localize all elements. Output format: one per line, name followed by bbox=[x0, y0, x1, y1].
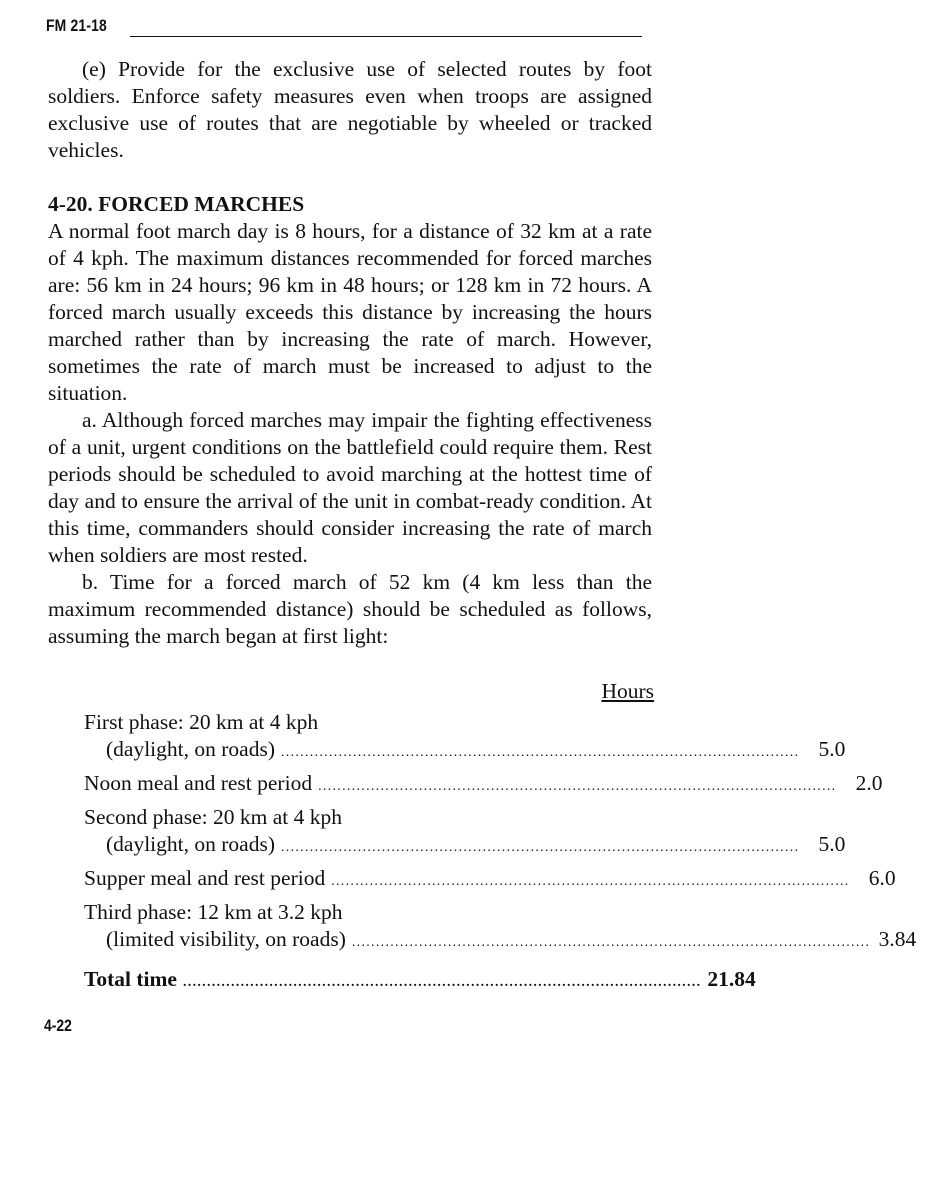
schedule-row bbox=[84, 709, 846, 766]
row-hours: 3.84 bbox=[878, 927, 917, 951]
row-hours: 2.0 bbox=[855, 771, 883, 795]
paragraph-intro: A normal foot march day is 8 hours, for a distance of 32 km at a rate of 4 kph. The maximum distances recommended for forced marches are: 56 km in 24 hours; 96 km in 48 hours; or 128 km in 72 hours. A forced march usually exceeds this distance by increasing the hours marched rather than by increasing the rate of march. However, sometimes the rate of march must be increased to adjust to the situation. bbox=[48, 219, 652, 405]
row-hours: 5.0 bbox=[818, 737, 846, 761]
schedule-row bbox=[84, 804, 846, 861]
paragraph-a: a. Although forced marches may impair the fighting effectiveness of a unit, urgent conditions on the battlefield could require them. Rest periods should be scheduled to avoid marching at the hottest time of day and to ensure the arrival of the unit in combat-ready condition. At this time, commanders should consider increasing the rate of march when soldiers are most rested. bbox=[48, 408, 652, 567]
dot-leader: ............................................................................................................ bbox=[351, 935, 871, 950]
manual-number: FM 21-18 bbox=[46, 16, 107, 35]
row-label: Supper meal and rest period bbox=[84, 866, 326, 890]
row-sublabel: (daylight, on roads) bbox=[106, 737, 275, 761]
header-rule bbox=[130, 36, 642, 37]
page-header bbox=[46, 14, 642, 40]
row-sublabel: (limited visibility, on roads) bbox=[106, 927, 346, 951]
row-sublabel: (daylight, on roads) bbox=[106, 832, 275, 856]
row-hours: 6.0 bbox=[868, 866, 896, 890]
page-body bbox=[48, 56, 652, 650]
dot-leader: ............................................................................................................ bbox=[331, 874, 850, 889]
row-hours: 5.0 bbox=[818, 832, 846, 856]
total-hours: 21.84 bbox=[707, 967, 756, 991]
row-label: First phase: 20 km at 4 kph bbox=[84, 710, 319, 734]
march-schedule-table bbox=[84, 678, 917, 996]
total-label: Total time bbox=[84, 967, 177, 991]
row-label: Second phase: 20 km at 4 kph bbox=[84, 805, 342, 829]
page-number: 4-22 bbox=[44, 1016, 72, 1035]
schedule-row bbox=[84, 865, 896, 895]
dot-leader: ............................................................................................................ bbox=[182, 975, 702, 990]
paragraph-e: (e) Provide for the exclusive use of selected routes by foot soldiers. Enforce safety measures even when troops are assigned exclusive use of routes that are negotiable by wheeled or tracked vehicles. bbox=[48, 57, 652, 162]
section-title: 4-20. FORCED MARCHES bbox=[48, 192, 305, 216]
dot-leader: ............................................................................................................ bbox=[318, 779, 837, 794]
paragraph-b: b. Time for a forced march of 52 km (4 km less than the maximum recommended distance) should be scheduled as follows, assuming the march began at first light: bbox=[48, 570, 652, 648]
hours-column-header: Hours bbox=[601, 679, 654, 703]
schedule-row bbox=[84, 899, 917, 956]
row-label: Noon meal and rest period bbox=[84, 771, 313, 795]
schedule-row bbox=[84, 770, 883, 800]
dot-leader: ............................................................................................................ bbox=[280, 745, 800, 760]
row-label: Third phase: 12 km at 3.2 kph bbox=[84, 900, 343, 924]
total-row bbox=[84, 966, 756, 996]
dot-leader: ............................................................................................................ bbox=[280, 840, 800, 855]
